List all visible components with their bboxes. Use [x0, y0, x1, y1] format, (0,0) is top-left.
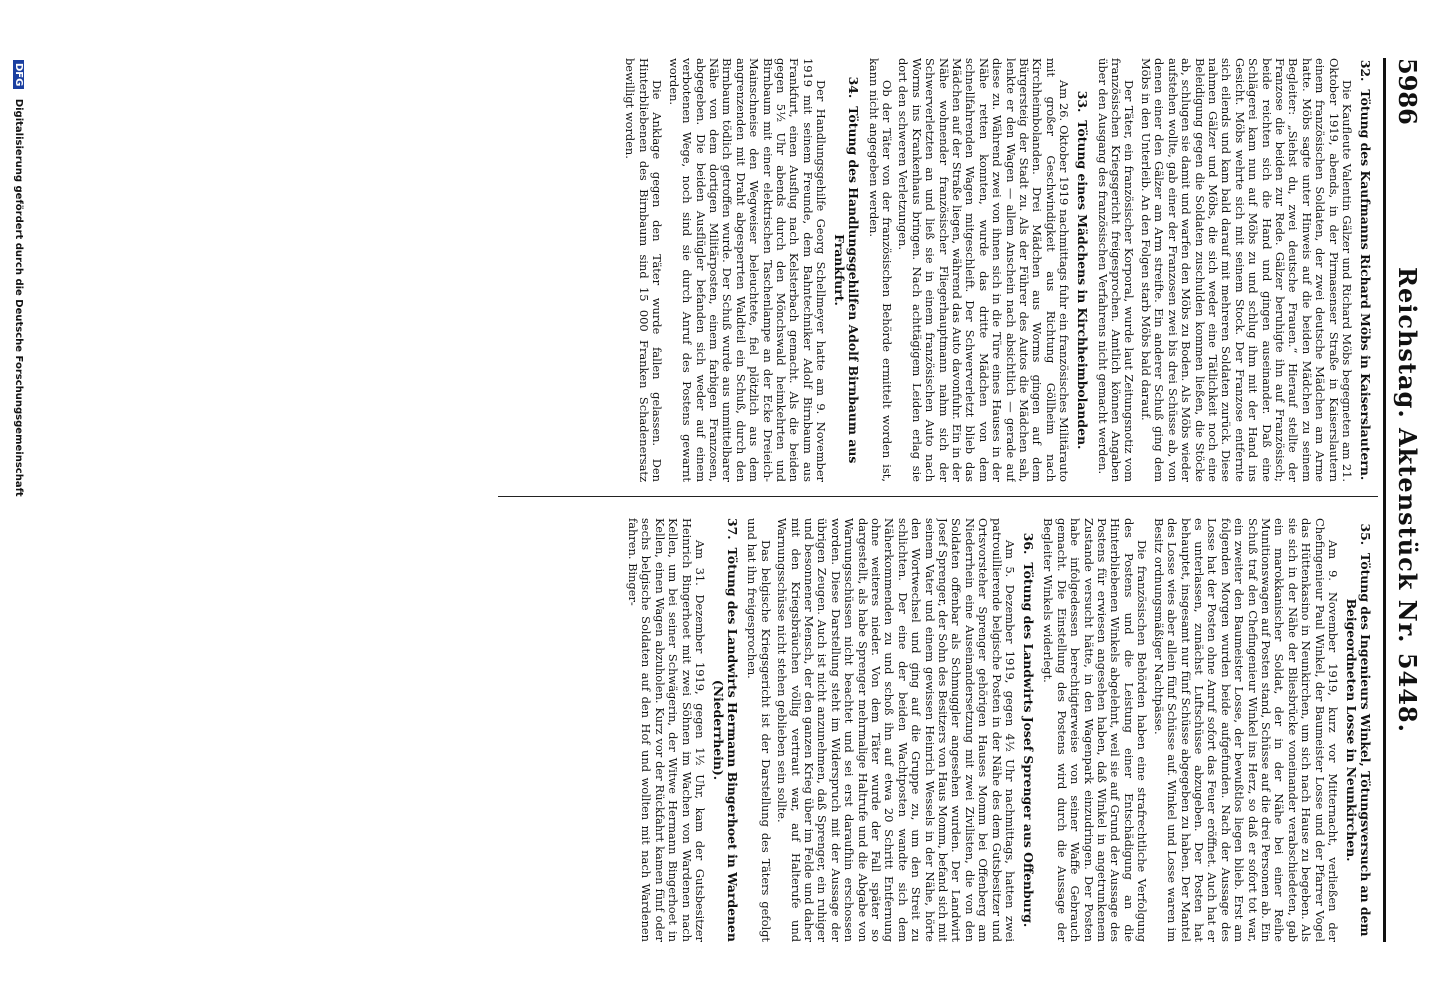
dfg-logo: DFG [13, 60, 24, 89]
section-number: 36. [1021, 532, 1037, 555]
paragraph: Die Anklage gegen den Täter wurde fallen gelassen. Den Hinterbliebenen des Birnbaum sind 15 000 Franken Schadenersatz bewilligt worden. [623, 58, 665, 482]
paragraph: Ob der Täter von der französischen Behörde ermittelt worden ist, kann nicht angegeben werden. [866, 58, 894, 482]
paragraph: Das belgische Kriegsgericht ist der Darstellung des Täters gefolgt und hat ihn freigesprochen. [745, 518, 773, 942]
header-rule [1383, 58, 1386, 942]
section-heading [1344, 518, 1372, 942]
section-title: Tötung eines Mädchens in Kirchheimbolanden. [1075, 120, 1091, 450]
column-divider [498, 496, 1378, 497]
article-section [626, 518, 739, 942]
footer-credit [13, 60, 24, 497]
section-title: Tötung des Landwirts Hermann Bingerhoet in Wardenen (Niederrhein). [710, 547, 740, 942]
section-number: 32. [1358, 59, 1373, 82]
article-section [1041, 518, 1372, 942]
section-heading [832, 58, 860, 482]
right-column [498, 518, 1378, 942]
paragraph: Am 9. November 1919, kurz vor Mitternacht, verließen der Chefingenieur Paul Winkel, der Baumeister Losse und der Pfarrer Vogel das Hüttenkasino in Neunkirchen, um sich nach Hause zu begeben. Als sie sich in der Nähe der Bliesbrücke voneinander verabschiedeten, gab ein marokkanischer Soldat, der in der Nähe bei einer Reihe Munitionswagen auf Posten stand, Schüsse auf die drei Personen ab. Ein Schuß traf den Chefingenieur Winkel ins Herz, so daß er sofort tot war, ein zweiter den Baumeister Losse, der bewußtlos liegen blieb. Erst am folgenden Morgen wurden beide aufgefunden. Nach der Aussage des Losse hat der Posten ohne Anruf sofort das Feuer eröffnet. Auch hat er es unterlassen, zunächst Luftschüsse abzugeben. Der Posten hat behauptet, insgesamt nur fünf Schüsse abgegeben zu haben. Der Mantel des Losse wies aber allein fünf Schüsse auf. Winkel und Losse waren im Besitz ordnungsmäßiger Nachtpässe. [1151, 518, 1340, 942]
page-header [1390, 58, 1426, 942]
paragraph: Der Handlungsgehilfe Georg Schellmeyer hatte am 9. November 1919 mit seinem Freunde, dem Bahntechniker Adolf Birnbaum aus Frankfurt, einen Ausflug nach Kelsterbach gemacht. Als die beiden gegen 5½ Uhr abends durch den Mönchswald heimkehrten und Birnbaum mit einer elektrischen Taschenlampe an der Ecke Dreieich-Mainschneise den Wegweiser beleuchtete, fiel plötzlich aus dem angrenzenden mit Draht abgesperrten Waldteil ein Schuß, durch den Birnbaum tödlich getroffen wurde. Der Schuß wurde aus unmittelbarer Nähe von dem dortigen Militärposten, einem farbigen Franzosen, abgegeben. Die beiden Ausflügler befanden sich weder auf einem verbotenen Wege, noch sind sie durch Anruf des Postens gewarnt worden. [666, 58, 829, 482]
article-section [1095, 58, 1372, 482]
section-title: Tötung des Ingenieurs Winkel, Tötungsversuch an dem Beigeordneten Losse in Neunkirchen. [1344, 553, 1373, 937]
section-heading [1075, 58, 1089, 482]
page-number: 5986 [1393, 58, 1422, 125]
section-title: Tötung des Landwirts Josef Sprenger aus Offenburg. [1021, 562, 1037, 928]
section-heading [711, 518, 739, 942]
section-number: 33. [1075, 90, 1091, 113]
section-title: Tötung des Handlungsgehilfen Adolf Birnbaum aus Frankfurt. [832, 106, 862, 464]
paragraph: Am 26. Oktober 1919 nachmittags fuhr ein französisches Militärauto mit großer Geschwindigkeit aus Richtung Göllheim nach Kirchheimbolanden. Drei Mädchen aus Worms gingen auf dem Bürgersteig der Stadt zu. Als der Führer des Autos die Mädchen sah, lenkte er den Wagen — allem Anschein nach absichtlich — gerade auf diese zu. Während zwei von ihnen sich in die Türe eines Hauses in der Nähe retten konnten, wurde das dritte Mädchen von dem schnellfahrenden Wagen mitgeschleift. Der Schwerverletzt blieb das Mädchen auf der Straße liegen, während das Auto davonfuhr. Ein in der Nähe wohnender französischer Fliegerhauptmann nahm sich der Schwerverletzten an und ließ sie in einem französischen Auto nach Worms ins Krankenhaus bringen. Nach achttägigem Leiden erlag sie dort den schweren Verletzungen. [896, 58, 1072, 482]
section-heading [1021, 518, 1035, 942]
section-title: Tötung des Kaufmanns Richard Möbs in Kaiserslautern. [1358, 89, 1373, 481]
paragraph: Am 31. Dezember 1919, gegen 1½ Uhr, kam der Gutsbesitzer Heinrich Bingerhoet mit zwei Söhnen im Wachen von Wardenen nach Kellen, um bei seiner Schwägerin, der Witwe Hermann Bingerhoet in Kellen, einen Wagen abzuholen. Kurz vor der Rückfahrt kamen fünf oder sechs belgische Soldaten auf den Hof und wollten mit nach Wardenen fahren. Binger- [625, 518, 707, 942]
left-column [498, 58, 1378, 482]
paragraph: Die französischen Behörden haben eine strafrechtliche Verfolgung des Postens und die Leistung einer Entschädigung an die Hinterbliebenen Winkels abgelehnt, weil sie auf Grund der Aussage des Postens für erwiesen angesehen haben, daß Winkel in angetrunkenem Zustande versucht hätte, in den Wagenpark einzudringen. Der Posten habe infolgedessen berechtigterweise von seiner Waffe Gebrauch gemacht. Die Einstellung des Postens wird durch die Aussage der Begleiter Winkels widerlegt. [1041, 518, 1150, 942]
footer-credit-text: Digitalisierung gefördert durch die Deutsche Forschungsgemeinschaft [13, 98, 24, 497]
paragraph: Der Täter, ein französischer Korporal, wurde laut Zeitungsnotiz vom französischen Kriegsgericht freigesprochen. Amtlich können Angaben über den Ausgang des französischen Verfahrens nicht gemacht werden. [1095, 58, 1137, 482]
article-section [745, 518, 1035, 942]
section-number: 34. [846, 76, 862, 99]
paragraph: Am 5. Dezember 1919, gegen 4½ Uhr nachmittags, hatten zwei patrouillierende belgische Posten in der Nähe des dem Gutsbesitzer und Ortsvorsteher Sprenger gehörigen Hauses Momm bei Offenberg am Niederrhein eine Auseinandersetzung mit zwei Zivilisten, die von den Soldaten offenbar als Schmuggler angesehen wurden. Der Landwirt Josef Sprenger, der Sohn des Besitzers von Haus Momm, befand sich mit seinem Vater und einem gewissen Heinrich Wessels in der Nähe, hörte den Wortwechsel und ging auf die Gruppe zu, um den Streit zu schlichten. Der eine der beiden Wachtposten wandte sich dem Näherkommenden zu und schoß ihn auf etwa 20 Schritt Entfernung ohne weiteres nieder. Von dem Täter wurde der Fall später so dargestellt, als habe Sprenger mehrmalige Haltrufe und die Abgabe von Warnungsschüssen nicht beachtet und sei erst daraufhin erschossen worden. Diese Darstellung steht im Widerspruch mit der Aussage der übrigen Zeugen. Auch ist nicht anzunehmen, daß Sprenger, ein ruhiger und besonnener Mensch, der den ganzen Krieg über im Felde und daher mit den Kriegsbräuchen völlig vertraut war, auf Halterufe und Warnungsschüsse nicht stehen geblieben sein sollte. [775, 518, 1018, 942]
article-section [623, 58, 860, 482]
running-title: Reichstag. Aktenstück Nr. 5448. [1393, 267, 1422, 733]
section-number: 35. [1358, 523, 1373, 546]
article-section [866, 58, 1089, 482]
paragraph: Die Kaufleute Valentin Gälzer und Richard Möbs begegneten am 21. Oktober 1919, abends, in der Pirmasenser Straße in Kaiserslautern einem französischen Soldaten, der zwei deutsche Mädchen am Arme hatte. Möbs sagte unter Hinweis auf die beiden Mädchen zu seinem Begleiter: „Siehst du, zwei deutsche Frauen.“ Hierauf stellte der Franzose die beiden zur Rede. Gälzer beruhigte ihn auf Französisch; beide reichten sich die Hand und gingen auseinander. Daß eine Schlägerei kam nun auf Möbs zu und schlug ihm mit der Hand ins Gesicht. Möbs wehrte sich mit seinem Stock. Der Franzose entfernte sich eilends und kam bald darauf mit mehreren Soldaten zurück. Diese nahmen Gälzer und Möbs, die sich weder eine Tätlichkeit noch eine Beleidigung gegen die Soldaten zuschulden kommen ließen, die Stöcke ab, schlugen sie damit und warfen den Möbs zu Boden. Als Möbs wieder aufstehen wollte, gab einer der Franzosen zwei bis drei Schüsse ab, von denen einer den Gälzer am Arm streifte. Ein anderer Schuß ging dem Möbs in den Unterleib. An den Folgen starb Möbs bald darauf. [1138, 58, 1354, 482]
section-number: 37. [724, 518, 740, 540]
section-heading [1358, 58, 1372, 482]
